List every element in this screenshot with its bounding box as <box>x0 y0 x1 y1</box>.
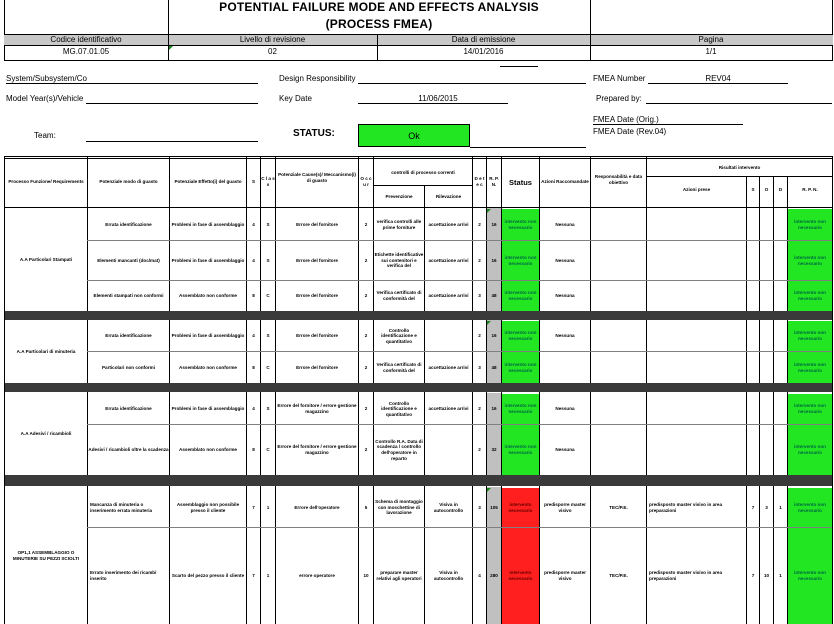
col-risultati: Risultati intervento <box>718 165 761 171</box>
row-effect: Problemi in fase di assemblaggio <box>171 333 245 339</box>
row-cause: Errore dell'operatore <box>294 504 340 510</box>
row-occurrence: 2 <box>364 406 368 412</box>
group-label: A.A Particolari di minuteria <box>16 348 76 354</box>
row-status: intervento non necessario <box>502 281 539 311</box>
row-result-d: 1 <box>779 573 782 579</box>
row-action-taken <box>647 394 746 424</box>
row-prevention: Verifica certificato di conformità del <box>376 290 422 301</box>
row-rpn: 32 <box>491 447 497 453</box>
row-failure-mode: Elementi mancanti (doc/mat) <box>97 257 160 263</box>
row-result-o <box>760 352 773 383</box>
row-result-o <box>760 394 773 424</box>
row-rpn: 16 <box>491 333 497 339</box>
row-action-taken <box>647 425 746 475</box>
fmea-number-label: FMEA Number <box>593 74 646 83</box>
row-cause: Errore del fornitore / errore gestione magazzino <box>277 444 357 455</box>
data-value: 14/01/2016 <box>463 47 504 56</box>
row-recommended-action: Nessuna <box>555 406 575 412</box>
col-modo: Potenziale modo di guasto <box>99 179 158 185</box>
row-class: C <box>266 364 270 370</box>
row-result-rpn: intervento non necessario <box>788 394 832 424</box>
row-class: S <box>266 221 270 227</box>
status-label: STATUS: <box>293 128 335 139</box>
row-result-o <box>760 281 773 311</box>
team-label: Team: <box>34 131 56 140</box>
row-detection: 2 <box>478 406 481 412</box>
row-result-d <box>774 425 787 475</box>
row-prevention: Controllo identificazione e quantitativo <box>381 400 417 417</box>
col-controlli: controlli di processo correnti <box>391 169 455 175</box>
row-result-s <box>747 281 759 311</box>
row-failure-mode: Errata identificazione <box>105 221 152 227</box>
row-rpn: 16 <box>491 257 497 263</box>
col-classe: C l a s s <box>261 176 275 187</box>
title-line2: (PROCESS FMEA) <box>325 17 433 31</box>
row-failure-mode: Elementi stampati non conformi <box>93 293 164 299</box>
row-recommended-action: Nessuna <box>555 333 575 339</box>
row-class: S <box>266 257 270 263</box>
row-result-rpn: intervento non necessario <box>788 488 832 527</box>
row-detection: 2 <box>478 333 481 339</box>
col-s: S <box>251 179 256 185</box>
row-effect: Assemblato non conforme <box>179 447 237 453</box>
key-date-value: 11/06/2015 <box>418 94 458 103</box>
row-detection-control: Visiva in autocontrollo <box>433 570 464 581</box>
col-res-s: S <box>751 187 755 193</box>
row-responsibility <box>591 321 646 351</box>
row-detection-control: accettazione arrivi <box>428 293 469 299</box>
row-effect: Problemi in fase di assemblaggio <box>171 257 245 263</box>
row-detection: 4 <box>478 573 481 579</box>
row-failure-mode: Errata identificazione <box>105 333 152 339</box>
row-status: intervento necessario <box>502 528 539 624</box>
group-label: A.A Adesivi / ricambioli <box>20 431 72 437</box>
system-label: System/Subsystem/Co <box>6 74 87 83</box>
row-recommended-action: Nessuna <box>555 447 575 453</box>
row-status: intervento non necessario <box>502 321 539 351</box>
row-result-d <box>774 209 787 240</box>
row-class: S <box>266 333 270 339</box>
row-severity: 7 <box>252 504 255 510</box>
row-occurrence: 2 <box>364 364 368 370</box>
row-severity: 8 <box>252 364 255 370</box>
col-processo: Processo Funzione/ Requirements <box>8 179 84 185</box>
row-result-rpn: intervento non necessario <box>788 352 832 383</box>
row-status: intervento non necessario <box>502 352 539 383</box>
row-result-rpn: intervento non necessario <box>788 425 832 475</box>
row-failure-mode: Errato inserimento dei ricambi inserito <box>90 570 157 581</box>
row-effect: Assemblato non conforme <box>179 293 237 299</box>
row-result-d <box>774 241 787 280</box>
fmea-date-orig-label: FMEA Date (Orig.) <box>593 115 659 124</box>
comment-marker <box>487 488 491 492</box>
row-cause: errore operatore <box>299 573 335 579</box>
row-class: C <box>266 447 270 453</box>
col-status: Status <box>509 177 532 187</box>
row-result-o: 10 <box>763 573 770 579</box>
row-status: intervento non necessario <box>502 209 539 240</box>
row-class: 1 <box>266 504 270 510</box>
col-res-d: D <box>778 187 783 193</box>
design-label: Design Responsibility <box>279 74 356 83</box>
row-recommended-action: predisporre master visivo <box>544 501 586 513</box>
row-severity: 8 <box>252 447 255 453</box>
data-label: Data di emissione <box>451 35 516 44</box>
codice-label: Codice identificativo <box>50 35 122 44</box>
row-action-taken <box>647 352 746 383</box>
row-result-rpn: intervento non necessario <box>788 528 832 624</box>
row-prevention: preparare master relativi agli operatori <box>376 570 422 581</box>
row-failure-mode: Adesivi / ricambioli oltre la scadenza <box>88 447 169 453</box>
group-label: A.A Particolari Stampati <box>19 256 73 262</box>
row-occurrence: 5 <box>364 504 368 510</box>
row-detection: 2 <box>478 257 481 263</box>
row-result-d: 1 <box>779 504 782 510</box>
row-result-d <box>774 321 787 351</box>
row-detection-control: Visiva in autocontrollo <box>433 501 464 513</box>
row-cause: Errore del fornitore <box>296 221 338 227</box>
row-cause: Errore del fornitore <box>296 364 338 370</box>
row-failure-mode: Particolari non conformi <box>101 364 156 370</box>
row-class: S <box>266 406 270 412</box>
row-severity: 4 <box>252 221 255 227</box>
key-date-label: Key Date <box>279 94 312 103</box>
row-action-taken <box>647 321 746 351</box>
model-label: Model Year(s)/Vehicle <box>6 94 84 103</box>
row-status: intervento non necessario <box>502 394 539 424</box>
row-result-s: 7 <box>751 504 755 510</box>
row-severity: 7 <box>252 573 255 579</box>
comment-marker <box>487 321 491 325</box>
fmea-date-rev-label: FMEA Date (Rev.04) <box>593 127 667 136</box>
row-class: C <box>266 293 270 299</box>
row-result-d <box>774 281 787 311</box>
col-res-o: O <box>764 187 769 193</box>
livello-label: Livello di revisione <box>239 35 306 44</box>
col-occ: O c c u r <box>360 176 372 187</box>
row-detection-control: accettazione arrivi <box>428 364 469 370</box>
col-responsabilita: Responsabilità e data obiettivo <box>594 174 643 185</box>
row-responsibility <box>591 425 646 475</box>
row-action-taken: predisposto master visivo in area preparazioni <box>649 501 723 513</box>
row-failure-mode: Errata identificazione <box>105 406 152 412</box>
row-prevention: Controllo R.A. Data di scadenza / controllo dell'operatore in reparto <box>375 438 423 461</box>
row-effect: Assemblaggio non possibile presso il cliente <box>176 501 240 513</box>
row-result-d <box>774 352 787 383</box>
row-occurrence: 2 <box>364 293 368 299</box>
row-recommended-action: Nessuna <box>555 293 575 299</box>
row-rpn: 48 <box>491 364 497 370</box>
row-severity: 4 <box>252 333 255 339</box>
row-rpn: 48 <box>491 293 497 299</box>
row-effect: Scarto del pezzo presso il cliente <box>171 573 245 579</box>
row-occurrence: 2 <box>364 447 368 453</box>
row-result-rpn: intervento non necessario <box>788 209 832 240</box>
row-rpn: 16 <box>491 406 497 412</box>
row-responsibility <box>591 241 646 280</box>
row-responsibility <box>591 281 646 311</box>
row-detection: 3 <box>478 293 481 299</box>
row-occurrence: 2 <box>364 333 368 339</box>
col-cause: Potenziale Cause(s)/ Meccanismo(i) di guasto <box>278 172 356 183</box>
col-det: D e t e c <box>474 176 485 187</box>
pagina-label: Pagina <box>698 35 724 44</box>
row-cause: Errore del fornitore / errore gestione magazzino <box>277 403 357 414</box>
row-status: intervento non necessario <box>502 241 539 280</box>
row-occurrence: 10 <box>363 573 369 579</box>
livello-value: 02 <box>268 47 277 56</box>
row-status: intervento non necessario <box>502 425 539 475</box>
row-result-o <box>760 425 773 475</box>
row-result-o <box>760 241 773 280</box>
row-action-taken <box>647 209 746 240</box>
row-prevention: Schema di montaggio con moschettine di lavorazione <box>375 499 423 516</box>
row-result-rpn: intervento non necessario <box>788 321 832 351</box>
row-effect: Assemblato non conforme <box>179 364 237 370</box>
row-detection: 2 <box>478 221 481 227</box>
col-rpn: R. P. N. <box>489 176 499 187</box>
title-line1: POTENTIAL FAILURE MODE AND EFFECTS ANALYSIS <box>219 0 539 14</box>
row-result-s <box>747 241 759 280</box>
row-responsibility <box>591 394 646 424</box>
row-detection-control: accettazione arrivi <box>428 406 469 412</box>
row-result-rpn: intervento non necessario <box>788 241 832 280</box>
row-detection: 2 <box>478 447 481 453</box>
row-responsibility: TEC/P.E. <box>609 504 628 510</box>
col-res-rpn: R. P. N. <box>802 187 818 193</box>
row-severity: 8 <box>252 293 255 299</box>
row-result-o <box>760 321 773 351</box>
row-result-s: 7 <box>751 573 755 579</box>
row-recommended-action: Nessuna <box>555 221 575 227</box>
row-severity: 4 <box>252 257 255 263</box>
row-rpn: 16 <box>491 221 497 227</box>
row-recommended-action <box>540 352 590 383</box>
row-result-s <box>747 321 759 351</box>
row-result-o <box>760 209 773 240</box>
row-rpn: 280 <box>490 573 498 579</box>
row-occurrence: 2 <box>364 221 368 227</box>
row-result-rpn: intervento non necessario <box>788 281 832 311</box>
row-severity: 4 <box>252 406 255 412</box>
col-azioni-prese: Azioni prese <box>682 187 711 193</box>
row-prevention: verifica controlli alle prime forniture <box>376 218 422 230</box>
row-class: 1 <box>266 573 270 579</box>
row-recommended-action: Nessuna <box>555 257 575 263</box>
row-detection-control: accettazione arrivi <box>428 221 469 227</box>
row-result-s <box>747 352 759 383</box>
status-value: Ok <box>358 124 470 147</box>
row-failure-mode: Mancanza di minuteria o inserimento errata minuteria <box>90 501 153 513</box>
row-cause: Errore del fornitore <box>296 257 338 263</box>
row-responsibility <box>591 352 646 383</box>
row-detection: 3 <box>478 504 481 510</box>
row-detection-control <box>425 425 472 475</box>
codice-value: MG.07.01.05 <box>62 47 110 56</box>
col-azioni-racc: Azioni Raccomandate <box>541 179 589 185</box>
row-prevention: Verifica certificato di conformità del <box>376 361 422 373</box>
row-action-taken: predisposto master visivo in area preparazioni <box>649 570 723 581</box>
row-detection: 3 <box>478 364 481 370</box>
row-result-s <box>747 209 759 240</box>
row-result-o: 3 <box>765 504 768 510</box>
row-rpn: 105 <box>490 504 498 510</box>
row-status: intervento necessario <box>502 488 539 527</box>
prepared-label: Prepared by: <box>596 94 642 103</box>
row-action-taken <box>647 281 746 311</box>
row-action-taken <box>647 241 746 280</box>
row-result-d <box>774 394 787 424</box>
row-effect: Problemi in fase di assemblaggio <box>171 406 245 412</box>
row-detection-control <box>425 321 472 351</box>
row-effect: Problemi in fase di assemblaggio <box>171 221 245 227</box>
comment-marker <box>487 209 491 213</box>
col-prevenzione: Prevenzione <box>385 194 413 200</box>
row-prevention: Etichette identificative sui contenitori e verifica del <box>374 252 424 269</box>
row-recommended-action: predisporre master visivo <box>544 570 586 581</box>
row-result-s <box>747 394 759 424</box>
fmea-number-value: REV04 <box>705 74 731 83</box>
row-cause: Errore del fornitore <box>296 293 338 299</box>
pagina-value: 1/1 <box>705 47 717 56</box>
col-effetti: Potenziale Effetto(i) del guasto <box>174 179 242 185</box>
col-rilevazione: Rilevazione <box>435 194 462 200</box>
group-label: OP1,1 ASSEMBLAGGIO O MINUTERIE SU PEZZI SCIOLTI <box>12 549 80 561</box>
row-cause: Errore del fornitore <box>296 333 338 339</box>
row-prevention: Controllo identificazione e quantitativo <box>381 327 417 344</box>
row-responsibility: TEC/P.E. <box>609 573 628 579</box>
row-occurrence: 2 <box>364 257 368 263</box>
row-detection-control: accettazione arrivi <box>428 257 469 263</box>
row-result-s <box>747 425 759 475</box>
row-responsibility <box>591 209 646 240</box>
